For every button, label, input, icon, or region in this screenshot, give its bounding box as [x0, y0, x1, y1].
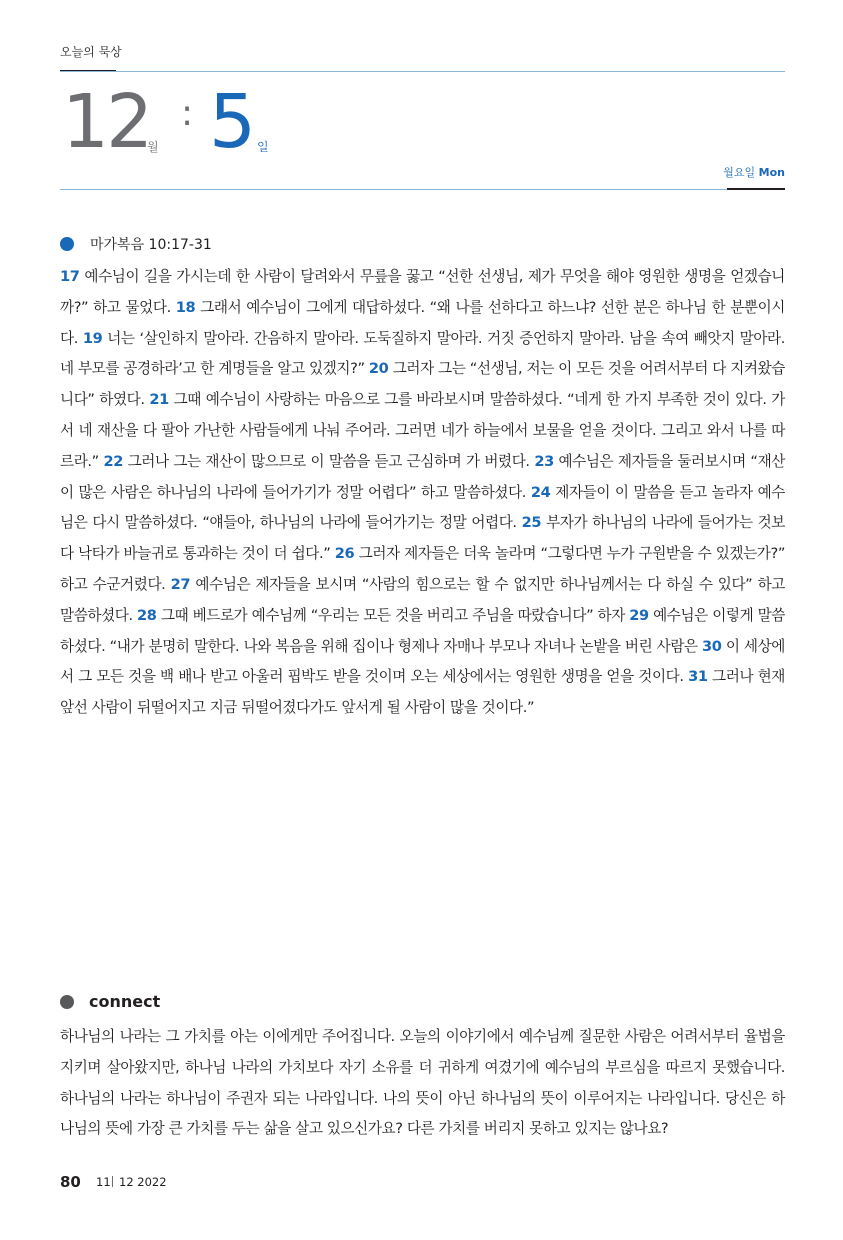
verse-number: 30: [702, 637, 722, 655]
scripture-passage: [60, 262, 785, 724]
connect-body: 하나님의 나라는 그 가치를 아는 이에게만 주어집니다. 오늘의 이야기에서 예수님께 질문한 사람은 어려서부터 율법을 지키며 살아왔지만, 하나님 나라의 가치보다 자기 소유를 더 귀하게 여겼기에 예수님의 부르심을 따르지 못했습니다. 하나님의 나라는 하나님이 주권자 되는 나라입니다. 나의 뜻이 아닌 하나님의 뜻이 이루어지는 나라입니다. 당신은 하나님의 뜻에 가장 큰 가치를 두는 삶을 살고 있으신가요? 다른 가치를 버리지 못하고 있지는 않나요?: [60, 1028, 785, 1138]
verse-text: 제자들이 이 말씀을 듣고 놀라자 예수님은 다시 말씀하셨다. “얘들아, 하나님의 나라에 들어가기는 정말 어렵다.: [60, 483, 786, 532]
section-label: 오늘의 묵상: [60, 45, 122, 59]
verse-text: 그러자 그는 “선생님, 저는 이 모든 것을 어려서부터 다 지켜왔습니다” 하였다.: [60, 360, 785, 409]
verse-text: 그러나 그는 재산이 많으므로 이 말씀을 듣고 근심하며 가 버렸다.: [122, 452, 535, 470]
verse-number: 24: [530, 483, 551, 501]
verse-number: 26: [334, 545, 355, 563]
connect-heading: connect: [89, 992, 161, 1011]
verse-number: 21: [149, 391, 169, 409]
verse-number: 25: [521, 514, 542, 532]
weekday-korean: 월요일: [723, 166, 756, 179]
weekday-underline: [727, 188, 785, 190]
verse-text: 예수님은 이렇게 말씀하셨다. “내가 분명히 말한다. 나와 복음을 위해 집이나 형제나 자매나 부모나 자녀나 논밭을 버린 사람은: [60, 606, 785, 655]
verse-text: 그때 예수님이 사랑하는 마음으로 그를 바라보시며 말씀하셨다. “네게 한 가지 부족한 것이 있다. 가서 네 재산을 다 팔아 가난한 사람들에게 나눠 주어라. 그러면 네가 하늘에서 보물을 얻을 것이다. 그리고 와서 나를 따르라.”: [60, 391, 785, 470]
verse-number: 31: [688, 668, 708, 686]
weekday-english: Mon: [758, 166, 785, 179]
verse-text: 예수님은 제자들을 둘러보시며 “재산이 많은 사람은 하나님의 나라에 들어가기가 정말 어렵다” 하고 말씀하셨다.: [60, 452, 785, 501]
day-number: 5: [209, 79, 257, 165]
verse-text: 그러자 제자들은 더욱 놀라며 “그렇다면 누가 구원받을 수 있겠는가?” 하고 수군거렸다.: [60, 545, 785, 593]
verse-number: 19: [82, 329, 103, 347]
issue-date: 12 2022: [119, 1175, 167, 1189]
page-number: 80: [60, 1173, 81, 1191]
header-top-rule: [60, 71, 785, 72]
verse-text: 그러나 현재 앞선 사람이 뒤떨어지고 지금 뒤떨어졌다가도 앞서게 될 사람이 많을 것이다.”: [60, 668, 785, 717]
verse-number: 22: [103, 452, 123, 470]
verse-number: 17: [60, 268, 80, 285]
verse-text: 이 세상에서 그 모든 것을 백 배나 받고 아울러 핍박도 받을 것이며 오는 세상에서는 영원한 생명을 얻을 것이다.: [60, 637, 785, 686]
issue-month: 11: [96, 1175, 111, 1189]
issue-separator: [112, 1176, 113, 1187]
verse-number: 20: [368, 360, 389, 378]
connect-bullet-icon: [60, 995, 74, 1009]
month-number: 12: [62, 79, 151, 165]
verse-text: 너는 ‘살인하지 말아라. 간음하지 말아라. 도둑질하지 말아라. 거짓 증언하지 말아라. 남을 속여 빼앗지 말아라. 네 부모를 공경하라’고 한 계명들을 알고 있겠지?”: [60, 329, 785, 378]
scripture-reference: 마가복음 10:17-31: [90, 237, 212, 253]
month-unit: 월: [147, 140, 159, 154]
verse-text: 예수님이 길을 가시는데 한 사람이 달려와서 무릎을 꿇고 “선한 선생님, 제가 무엇을 해야 영원한 생명을 얻겠습니까?” 하고 물었다.: [60, 268, 785, 316]
verse-number: 28: [137, 606, 157, 624]
weekday: [723, 164, 785, 180]
day-unit: 일: [257, 140, 269, 154]
verse-number: 23: [534, 452, 554, 470]
scripture-bullet-icon: [60, 237, 74, 251]
verse-text: 예수님은 제자들을 보시며 “사람의 힘으로는 할 수 없지만 하나님께서는 다 하실 수 있다” 하고 말씀하셨다.: [60, 575, 785, 624]
verse-text: 그때 베드로가 예수님께 “우리는 모든 것을 버리고 주님을 따랐습니다” 하자: [156, 606, 630, 624]
verse-text: 그래서 예수님이 그에게 대답하셨다. “왜 나를 선하다고 하느냐? 선한 분은 하나님 한 분뿐이시다.: [60, 298, 785, 347]
header-bottom-rule: [60, 189, 785, 190]
verse-number: 27: [170, 575, 191, 593]
verse-text: 부자가 하나님의 나라에 들어가는 것보다 낙타가 바늘귀로 통과하는 것이 더 쉽다.”: [60, 514, 786, 563]
verse-number: 18: [175, 298, 196, 316]
verse-number: 29: [629, 606, 649, 624]
date-colon: :: [181, 93, 194, 134]
